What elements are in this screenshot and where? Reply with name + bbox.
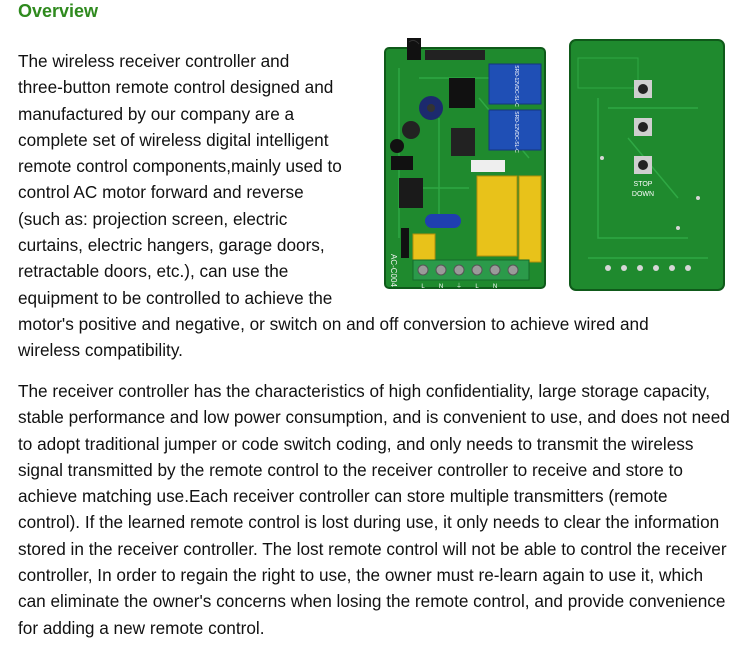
terminal-label: L [475,284,479,290]
intro-line: curtains, electric hangers, garage doors, [18,235,325,256]
terminal-label: ⏚ [455,284,463,290]
remote-board-photo [568,38,726,292]
button-label-down: DOWN [631,191,655,198]
intro-line: complete set of wireless digital intelligent [18,129,329,150]
section-title: Overview [18,1,99,21]
receiver-board-photo [379,38,551,292]
button-label-stop: STOP [633,181,653,188]
intro-line: remote control components,mainly used to [18,156,342,177]
relay-label: SRD-12VDC-SL-C [513,65,519,107]
intro-line: (such as: projection screen, electric [18,208,288,229]
intro-line: control AC motor forward and reverse [18,182,304,203]
paragraph-details: The receiver controller has the characteristics of high confidentiality, large storage capacity, stable performance and low power consumption, and is convenient to use, and does not need to adopt traditional jumper or code switch coding, and only needs to transmit the wireless signal transmitted by the remote control to the receiver controller to receive and store to achieve matching use.Each receiver controller can store multiple transmitters (remote control). If the learned remote control is lost during use, it only needs to clear the information stored in the receiver controller. The lost remote control will not be able to control the receiver controller, In order to regain the right to use, the owner must re-learn again to use it, which can eliminate the owner's concerns when losing the remote control, and provide convenience for adding a new remote control. [18,381,730,638]
intro-line: motor's positive and negative, or switch on and off conversion to achieve wired and [18,313,649,334]
terminal-label: N [492,284,498,290]
intro-line: three-button remote control designed and [18,77,334,98]
intro-line: equipment to be controlled to achieve the [18,287,333,308]
intro-line: wireless compatibility. [18,340,183,361]
terminal-label: L [421,284,425,290]
intro-line: The wireless receiver controller and [18,51,290,71]
intro-line: manufactured by our company are a [18,103,295,124]
intro-line: retractable doors, etc.), can use the [18,261,289,282]
relay-label: SRD-12VDC-SL-C [513,111,519,153]
terminal-label: N [438,284,444,290]
model-label: AC-C004 [389,254,398,287]
intro-wrapped-lines [18,48,378,311]
